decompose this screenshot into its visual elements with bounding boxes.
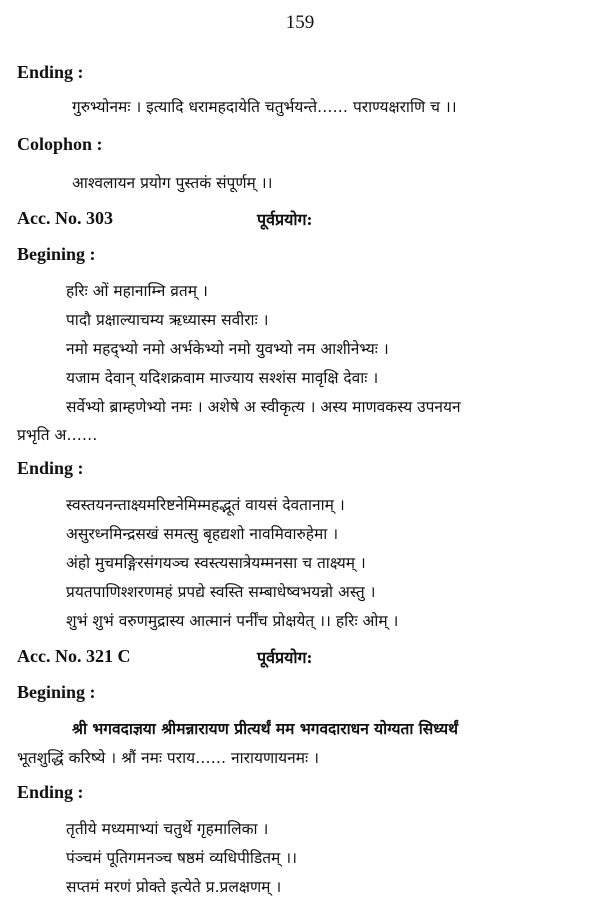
- accession-entry-321c: [17, 646, 587, 670]
- beginning-line: श्री भगवदाज्ञया श्रीमन्नारायण प्रीत्यर्थं मम भगवदाराधन योग्यता सिध्यर्थं: [72, 720, 458, 738]
- page-number: 159: [285, 12, 315, 33]
- ending-line: तृतीये मध्यमाभ्यां चतुर्थे गृहमालिका ।: [66, 820, 269, 838]
- ending-line: गुरुभ्योनमः । इत्यादि धरामहदायेति चतुर्भयन्ते…… पराण्यक्षराणि च ।।: [72, 98, 457, 116]
- accession-number: Acc. No. 321 C: [17, 646, 131, 666]
- beginning-line: भूतशुद्धिं करिष्ये । श्रौं नमः पराय…… नारायणायनमः ।: [17, 749, 319, 767]
- accession-number: Acc. No. 303: [17, 208, 113, 228]
- ending-line: असुरध्नमिन्द्रसखं समत्सु बृहद्यशो नावमिवारुहेमा ।: [66, 525, 339, 543]
- beginning-heading: Begining :: [17, 682, 96, 702]
- beginning-line: प्रभृति अ……: [17, 426, 98, 444]
- beginning-line: सर्वेभ्यो ब्राम्हणेभ्यो नमः । अशेषे अ स्वीकृत्य । अस्य माणवकस्य उपनयन: [66, 398, 461, 416]
- ending-line: सप्तमं मरणं प्रोक्ते इत्येते प्र.प्रलक्षणम् ।: [66, 878, 282, 896]
- ending-heading: Ending :: [17, 782, 84, 802]
- beginning-line: पादौ प्रक्षाल्याचम्य ऋध्यास्म सवीराः ।: [66, 311, 269, 329]
- ending-line: अंहो मुचमङ्गिरसंगयञ्च स्वस्त्यसात्रेयम्मनसा च ताक्ष्यम् ।: [66, 554, 366, 572]
- manuscript-title: पूर्वप्रयोग:: [257, 648, 313, 667]
- beginning-heading: Begining :: [17, 244, 96, 264]
- ending-line: प्रयतपाणिश्शरणमहं प्रपद्ये स्वस्ति सम्बाधेष्वभयन्नो अस्तु ।: [66, 583, 376, 601]
- ending-line: स्वस्तयनन्ताक्ष्यमरिष्टनेमिम्महद्भूतं वायसं देवतानाम् ।: [66, 496, 345, 514]
- beginning-line: हरिः ओं महानाम्नि व्रतम् ।: [66, 282, 208, 300]
- manuscript-title: पूर्वप्रयोग:: [257, 210, 313, 229]
- accession-entry-303: [17, 208, 587, 232]
- ending-heading: Ending :: [17, 62, 84, 82]
- colophon-heading: Colophon :: [17, 134, 103, 154]
- beginning-line: नमो महद्भ्यो नमो अर्भकेभ्यो नमो युवभ्यो नम आशीनेभ्यः ।: [66, 340, 389, 358]
- beginning-line: यजाम देवान् यदिशक्रवाम माज्याय सश्शंस मावृक्षि देवाः ।: [66, 369, 379, 387]
- ending-line: शुभं शुभं वरुणमुद्रास्य आत्मानं पर्नींच प्रोक्षयेत् ।। हरिः ओम् ।: [66, 612, 399, 630]
- ending-heading: Ending :: [17, 458, 84, 478]
- colophon-line: आश्वलायन प्रयोग पुस्तकं संपूर्णम् ।।: [72, 174, 273, 192]
- ending-line: पंञ्चमं पूतिगमनञ्च षष्ठमं व्यधिपीडितम् ।।: [66, 849, 297, 867]
